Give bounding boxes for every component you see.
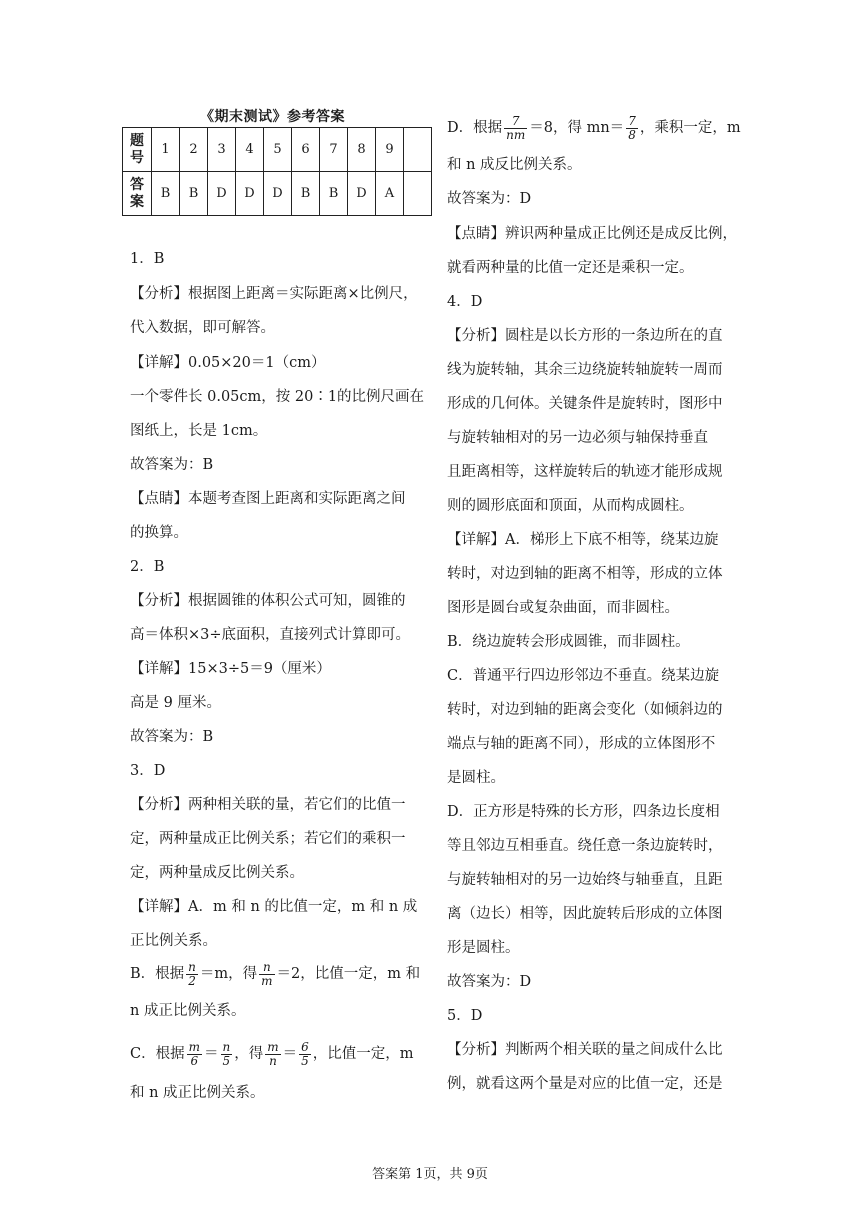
text-line: 形是圆柱。 <box>447 940 520 956</box>
table-cell: D <box>208 172 236 216</box>
text-line: 且距离相等，这样旋转后的轨迹才能形成规 <box>447 464 723 480</box>
fraction-numerator: n <box>188 959 196 974</box>
text-segment: ＝8，得 mn＝ <box>529 120 625 136</box>
fraction-denominator: nm <box>506 127 526 142</box>
text-line: 【详解】0.05×20＝1（cm） <box>130 355 326 371</box>
text-line: 和 n 成正比例关系。 <box>130 1085 265 1101</box>
fraction <box>221 1041 233 1068</box>
fraction-denominator: 5 <box>222 1053 231 1068</box>
fraction-numerator: n <box>259 961 274 975</box>
table-cell: 8 <box>348 128 376 172</box>
text-segment: ，得 <box>234 1046 264 1062</box>
text-line: 5．D <box>447 1008 483 1024</box>
text-line: 等且邻边互相垂直。绕任意一条边旋转时， <box>447 838 723 854</box>
table-cell: 4 <box>236 128 264 172</box>
text-line: 【点睛】辨识两种量成正比例还是成反比例， <box>447 226 737 242</box>
table-cell <box>404 172 432 216</box>
table-cell: B <box>152 172 180 216</box>
page-footer: 答案第 1页，共 9页 <box>372 1167 488 1182</box>
header-answer-label: 答案 <box>130 176 144 210</box>
table-cell: B <box>180 172 208 216</box>
fraction-numerator: n <box>222 1039 231 1054</box>
table-cell: B <box>292 172 320 216</box>
text-line: 4．D <box>447 294 483 310</box>
text-segment: ＝m，得 <box>199 966 258 982</box>
text-segment: ＝ <box>204 1046 219 1062</box>
text-line: 的换算。 <box>130 525 188 541</box>
table-row <box>123 128 432 172</box>
table-cell: 9 <box>376 128 404 172</box>
text-segment: ，乘积一定，m <box>639 120 741 136</box>
text-line: 端点与轴的距离不同），形成的立体图形不 <box>447 736 716 752</box>
text-line: 转时，对边到轴的距离不相等，形成的立体 <box>447 566 723 582</box>
text-line: 与旋转轴相对的另一边始终与轴垂直，且距 <box>447 872 723 888</box>
table-row <box>123 172 432 216</box>
table-cell: 3 <box>208 128 236 172</box>
text-line: 故答案为：D <box>447 191 532 207</box>
text-segment: ，比值一定，m <box>312 1046 414 1062</box>
text-line: 就看两种量的比值一定还是乘积一定。 <box>447 260 694 276</box>
table-header-answer <box>123 172 152 216</box>
text-line: 正比例关系。 <box>130 933 217 949</box>
table-cell: 2 <box>180 128 208 172</box>
math-line <box>447 113 741 143</box>
table-cell: D <box>264 172 292 216</box>
table-cell: D <box>236 172 264 216</box>
math-line <box>130 959 420 989</box>
fraction <box>504 115 527 142</box>
text-line: D．正方形是特殊的长方形，四条边长度相 <box>447 804 720 820</box>
fraction <box>265 1041 280 1068</box>
text-line: 则的圆形底面和顶面，从而构成圆柱。 <box>447 498 694 514</box>
table-cell: 1 <box>152 128 180 172</box>
table-cell: 5 <box>264 128 292 172</box>
fraction <box>186 961 198 988</box>
text-line: 故答案为：B <box>130 457 214 473</box>
text-line: 1．B <box>130 251 165 267</box>
text-segment: B．根据 <box>130 966 185 982</box>
fraction <box>626 115 638 142</box>
text-segment: ＝ <box>282 1046 298 1062</box>
text-line: 【详解】A．m 和 n 的比值一定，m 和 n 成 <box>130 899 418 915</box>
fraction-numerator: m <box>267 1039 279 1054</box>
text-line: 定，两种量成反比例关系。 <box>130 865 304 881</box>
text-line: B．绕边旋转会形成圆锥，而非圆柱。 <box>447 634 690 650</box>
table-cell <box>404 128 432 172</box>
text-line: 与旋转轴相对的另一边必须与轴保持垂直 <box>447 430 708 446</box>
text-segment: D．根据 <box>447 120 503 136</box>
fraction-denominator: m <box>261 973 273 988</box>
text-line: 离（边长）相等，因此旋转后形成的立体图 <box>447 906 723 922</box>
text-line: 转时，对边到轴的距离会变化（如倾斜边的 <box>447 702 723 718</box>
text-line: C．普通平行四边形邻边不垂直。绕某边旋 <box>447 668 720 684</box>
text-line: 【详解】15×3÷5＝9（厘米） <box>130 661 331 677</box>
fraction <box>259 961 274 988</box>
text-line: 形成的几何体。关键条件是旋转时，图形中 <box>447 396 723 412</box>
text-line: 定，两种量成正比例关系；若它们的乘积一 <box>130 831 406 847</box>
text-line: 【分析】根据图上距离＝实际距离×比例尺， <box>130 286 418 302</box>
text-line: 图纸上，长是 1cm。 <box>130 423 268 439</box>
text-line: 高＝体积×3÷底面积，直接列式计算即可。 <box>130 627 411 643</box>
table-cell: 6 <box>292 128 320 172</box>
text-line: 高是 9 厘米。 <box>130 695 221 711</box>
fraction <box>299 1041 311 1068</box>
text-line: 【分析】两种相关联的量，若它们的比值一 <box>130 797 406 813</box>
fraction-denominator: n <box>269 1053 277 1068</box>
text-line: 2．B <box>130 559 165 575</box>
text-line: 代入数据，即可解答。 <box>130 320 275 336</box>
table-cell: B <box>320 172 348 216</box>
fraction-numerator: m <box>188 1039 200 1054</box>
page-title: 《期末测试》参考答案 <box>200 109 345 125</box>
table-cell: D <box>348 172 376 216</box>
fraction-numerator: 7 <box>504 115 527 129</box>
table-header-question <box>123 128 152 172</box>
text-line: 故答案为：B <box>130 729 214 745</box>
text-segment: C．根据 <box>130 1046 185 1062</box>
math-line <box>130 1039 414 1069</box>
text-line: 【详解】A．梯形上下底不相等，绕某边旋 <box>447 532 719 548</box>
text-line: 【分析】判断两个相关联的量之间成什么比 <box>447 1042 723 1058</box>
header-question-label: 题号 <box>130 132 144 166</box>
text-line: 故答案为：D <box>447 974 532 990</box>
text-line: 【点睛】本题考查图上距离和实际距离之间 <box>130 491 406 507</box>
fraction-denominator: 8 <box>628 127 636 142</box>
fraction-numerator: 6 <box>301 1039 309 1054</box>
fraction-denominator: 6 <box>190 1053 199 1068</box>
table-cell: A <box>376 172 404 216</box>
fraction-numerator: 7 <box>628 113 636 128</box>
fraction <box>187 1041 202 1068</box>
text-line: 图形是圆台或复杂曲面，而非圆柱。 <box>447 600 679 616</box>
table-cell: 7 <box>320 128 348 172</box>
text-line: 线为旋转轴，其余三边绕旋转轴旋转一周而 <box>447 362 723 378</box>
text-line: 3．D <box>130 763 166 779</box>
fraction-denominator: 5 <box>301 1053 309 1068</box>
text-segment: ＝2，比值一定，m 和 <box>276 966 421 982</box>
text-line: 一个零件长 0.05cm，按 20∶1的比例尺画在 <box>130 389 425 405</box>
text-line: 是圆柱。 <box>447 770 505 786</box>
fraction-denominator: 2 <box>188 973 196 988</box>
text-line: 和 n 成反比例关系。 <box>447 157 582 173</box>
text-line: 【分析】圆柱是以长方形的一条边所在的直 <box>447 328 723 344</box>
answer-table <box>122 127 432 216</box>
text-line: 例，就看这两个量是对应的比值一定，还是 <box>447 1076 723 1092</box>
text-line: 【分析】根据圆锥的体积公式可知，圆锥的 <box>130 593 406 609</box>
text-line: n 成正比例关系。 <box>130 1003 246 1019</box>
